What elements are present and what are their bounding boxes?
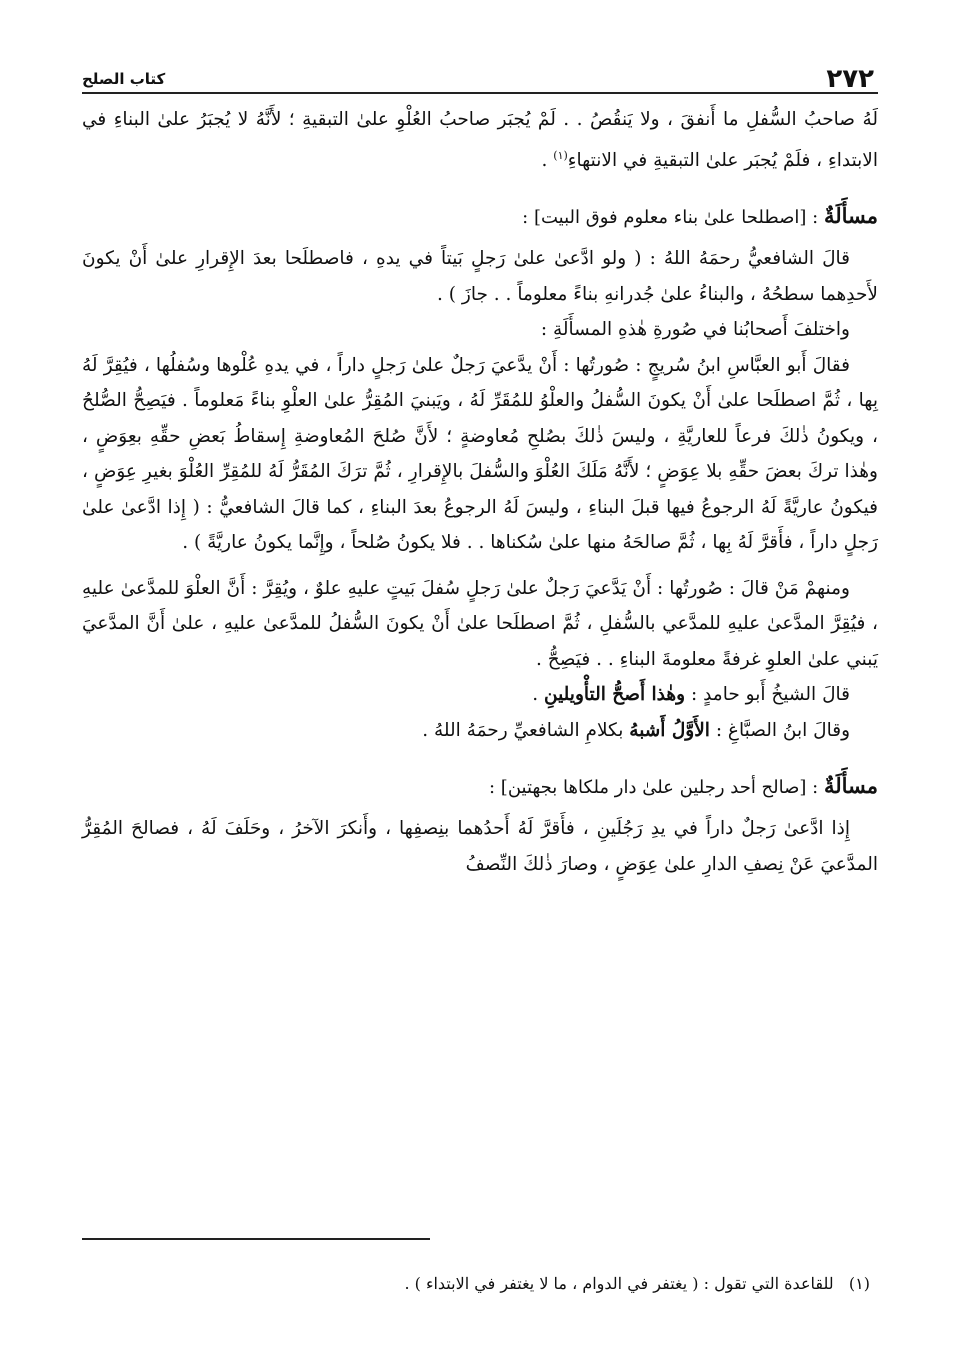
opinion-emphasis: الأَوَّلُ أَشبهُ <box>629 719 710 741</box>
page-header <box>82 62 878 94</box>
opinion-abu-hamid: قالَ الشيخُ أَبو حامدٍ : وهٰذا أَصحُّ التأْويلينِ . <box>532 684 850 706</box>
footnote-divider <box>82 1238 430 1240</box>
running-title: كتاب الصلح <box>82 70 166 88</box>
intro-paragraph <box>82 102 878 178</box>
section-title: : [اصطلحا علىٰ بناء معلوم فوق البيت] : <box>522 207 824 229</box>
section-heading-2 <box>82 768 878 805</box>
footnote-text: للقاعدة التي تقول : ( يغتفر في الدوام ، ما لا يغتفر في الابتداء ) . <box>404 1274 834 1293</box>
section-heading-1 <box>82 198 878 235</box>
section-title: : [صالح أحد رجلين علىٰ دار ملكاها بجهتين] : <box>489 777 824 799</box>
section-label: مسأَلَةٌ <box>823 773 878 799</box>
paragraph-ibn-surayj: فقالَ أَبو العبَّاسِ ابنُ سُريجٍ : صُورتُها : أَنْ يدَّعيَ رَجلٌ علىٰ رَجلٍ داراً ، في يدهِ عُلْوها وسُفلُها ، فيُقِرَّ لَهُ بِها ، ثُمَّ اصطلَحا علىٰ أَنْ يكونَ السُّفلُ والعلْوُ للمُقَرِّ لَهُ ، ويَبنيَ المُقِرُّ علىٰ العلْوِ بناءً مَعلوماً . فيَصِحُّ الصُّلحُ ، ويكونُ ذٰلكَ فرعاً للعاريَّةِ ، وليسَ ذٰلكَ بصُلحِ مُعاوضةٍ ؛ لأَنَّ صُلحَ المُعاوضةِ إِسقاطُ بَعضِ حقِّهِ بعِوَضٍ ، وهٰذا تركَ بعضَ حقِّهِ بلا عِوَضٍ ؛ لأَنَّهُ مَلَكَ العُلْوَ والسُّفلَ بالإِقرارِ ، ثُمَّ ترَكَ المُقَرُّ لَهُ للمُقِرِّ العُلْوَ بغيرِ عِوَضٍ ، فيكونُ عاريَّةً لَهُ الرجوعُ فيها قبلَ البناءِ ، وليسَ لَهُ الرجوعُ بعدَ البناءِ ، كما قالَ الشافعيُّ : ( إِذا ادَّعىٰ علىٰ رَجلٍ داراً ، فأَقرَّ لَهُ بِها ، ثُمَّ صالحَهُ منها علىٰ سُكناها . . فلا يكونُ صُلحاً ، وإِنَّما يكونُ عاريَّةً ) . <box>82 354 878 554</box>
intro-end: . <box>541 149 554 171</box>
paragraph-second-view: ومنهمْ مَنْ قالَ : صُورتُها : أَنْ يَدَّعيَ رَجلٌ علىٰ رَجلٍ سُفلَ بَيتٍ عليهِ علوٌ ، ويُقِرَّ : أَنَّ العلْوَ للمدَّعىٰ عليهِ ، فيُقِرَّ المدَّعىٰ عليهِ للمدَّعي بالسُّفلِ ، ثُمَّ اصطلَحا علىٰ أَنْ يكونَ السُّفلُ للمدَّعىٰ عليهِ ، علىٰ أَنَّ المدَّعيَ يَبني علىٰ العلوِ غرفةً معلومةَ البناءِ . . فيَصِحُّ . <box>82 577 878 670</box>
footnote <box>404 1274 870 1293</box>
opinion-ibn-sabbagh: وقالَ ابنُ الصبَّاغِ : الأَوَّلُ أَشبهُ بكلامِ الشافعيِّ رحمَهُ اللهُ . <box>422 719 850 741</box>
footnote-reference: (١) <box>553 148 568 162</box>
opinion-emphasis: وهٰذا أَصحُّ التأْويلينِ <box>544 684 686 706</box>
intro-text: لَهُ صاحبُ السُّفلِ ما أَنفقَ ، ولا يَنقُصُ . . لَمْ يُجبَر صاحبُ العُلْوِ علىٰ التبقيةِ ؛ لأَنَّهُ لا يُجبَرُ علىٰ البناءِ في الابتداءِ ، فلَمْ يُجبَر علىٰ التبقيةِ في الانتهاءِ <box>82 109 878 171</box>
footnote-marker: (١) <box>848 1274 870 1293</box>
page-number: ٢٧٢ <box>826 64 874 94</box>
paragraph-two-men: إِذا ادَّعىٰ رَجلٌ داراً في يدِ رَجُلَينِ ، فأَقرَّ لَهُ أَحدُهما بنِصفِها ، وأَنكرَ الآخرُ ، وحَلَفَ لَهُ ، فصالحَ المُقِرُّ المدَّعيَ عَنْ نِصفِ الدارِ علىٰ عِوَضٍ ، وصارَ ذٰلكَ النِّصفُ <box>82 818 878 875</box>
paragraph-disagreement: واختلفَ أَصحابُنا في صُورةِ هٰذهِ المسأَلَةِ : <box>540 319 850 341</box>
section-label: مسأَلَةٌ <box>823 203 878 229</box>
quote-paragraph: قالَ الشافعيُّ رحمَهُ اللهُ : ( ولو ادَّعىٰ علىٰ رَجلٍ بَيتاً في يدهِ ، فاصطلَحا بعدَ الإِقرارِ علىٰ أَنْ يكونَ لأَحدِهما سطحُهُ ، والبناءُ علىٰ جُدرانهِ بناءً معلوماً . . جازَ ) . <box>82 248 878 305</box>
document-page <box>82 62 878 1352</box>
